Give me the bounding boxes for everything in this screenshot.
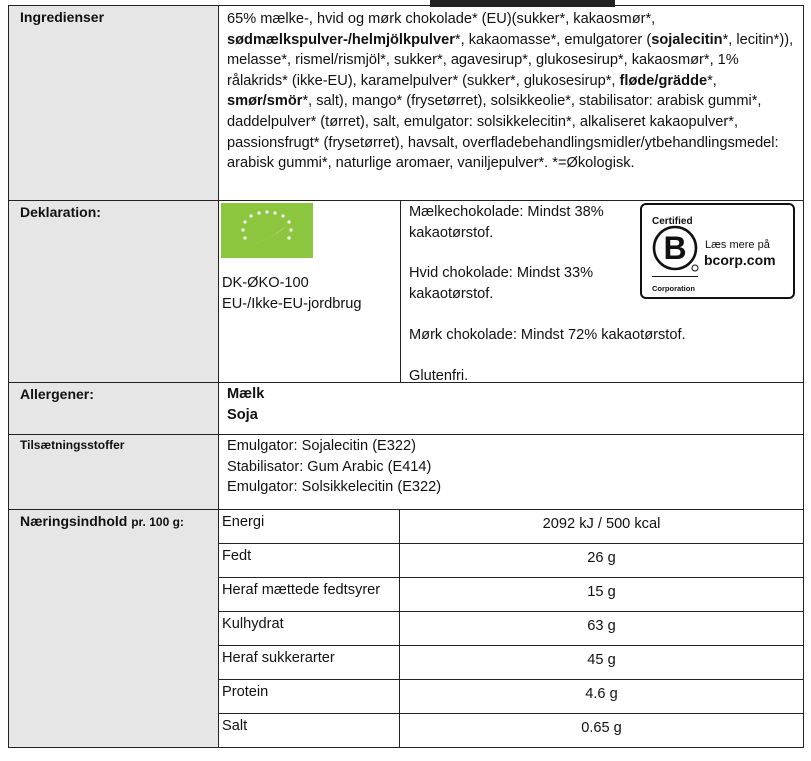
b-corp-certified: Certified xyxy=(652,216,693,227)
ingredient-allergen: fløde/grädde xyxy=(619,72,708,89)
eu-organic-leaf-icon xyxy=(221,203,313,258)
ingredients-cell xyxy=(219,6,804,201)
ingredient-text: *, kakaomasse*, emulgatorer ( xyxy=(454,31,652,48)
milk-chocolate-text: Mælkechokolade: Mindst 38% kakaotørstof. xyxy=(409,204,604,241)
allergen-item: Mælk xyxy=(227,386,265,402)
spec-table xyxy=(8,5,804,748)
declaration-label: Deklaration: xyxy=(9,201,219,383)
nutrition-cell xyxy=(219,510,804,748)
nutrient-value: 2092 kJ / 500 kcal xyxy=(542,516,661,532)
nutrient-name: Salt xyxy=(219,714,400,747)
chocolate-declarations xyxy=(401,201,803,382)
white-chocolate-text: Hvid chokolade: Mindst 33% kakaotørstof. xyxy=(409,265,594,302)
eu-code: DK-ØKO-100 xyxy=(222,275,309,291)
svg-text:B: B xyxy=(663,230,687,266)
additives-cell xyxy=(219,435,804,510)
nutrition-table xyxy=(219,510,803,747)
additive-item: Stabilisator: Gum Arabic (E414) xyxy=(227,458,432,475)
allergens-label: Allergener: xyxy=(9,383,219,435)
allergens-row xyxy=(9,383,804,435)
nutrition-label xyxy=(9,510,219,748)
nutrient-name: Heraf mættede fedtsyrer xyxy=(219,578,400,611)
nutrient-value: 63 g xyxy=(587,618,616,634)
nutrition-row xyxy=(9,510,804,748)
nutrition-row-item xyxy=(219,714,803,747)
nutrient-value: 0.65 g xyxy=(581,720,622,736)
gluten-free-text: Glutenfri. xyxy=(409,368,469,384)
ingredient-allergen: smør/smör xyxy=(227,93,303,110)
nutrient-name: Energi xyxy=(219,510,400,543)
ingredients-text xyxy=(219,6,803,174)
ingredient-text: *, lecitin*)), melasse*, rismel/rismjöl*, sukker*, agavesirup*, glukosesirup*, kakaosmør*, 1% rålakrids* (ikke-EU), karamelpulver* (sukker*, glukosesirup*, xyxy=(227,31,794,89)
ingredient-allergen: sødmælkspulver-/helmjölkpulver xyxy=(227,31,455,48)
nutrition-row-item xyxy=(219,578,803,612)
ingredient-text: *, xyxy=(707,72,717,89)
dark-chocolate-text: Mørk chokolade: Mindst 72% kakaotørstof. xyxy=(409,327,686,343)
eu-organic-block xyxy=(219,201,401,382)
nutrition-label-main: Næringsindhold xyxy=(20,513,128,529)
nutrient-value: 4.6 g xyxy=(585,686,618,702)
b-corp-more: Læs mere på xyxy=(705,239,770,251)
nutrient-name: Heraf sukkerarter xyxy=(219,646,400,679)
additive-item: Emulgator: Sojalecitin (E322) xyxy=(227,438,416,454)
declaration-row xyxy=(9,201,804,383)
allergen-item: Soja xyxy=(227,406,258,423)
ingredients-label: Ingredienser xyxy=(9,6,219,201)
allergens-cell xyxy=(219,383,804,435)
nutrient-name: Kulhydrat xyxy=(219,612,400,645)
nutrition-row-item xyxy=(219,646,803,680)
additive-item: Emulgator: Solsikkelecitin (E322) xyxy=(227,479,442,496)
ingredient-text: *, salt), mango* (frysetørret), solsikkeolie*, stabilisator: arabisk gummi*, daddelpulver* (tørret), salt, emulgator: solsikkelecitin*, alkaliseret kakaopulver*, passionsfrugt* (frysetørret), havsalt, overfladebehandlingsmidler/ytbehandlingsmedel: arabisk gummi*, naturlige aromaer, vaniljepulver*. *=Økologisk. xyxy=(227,93,779,172)
b-corp-corporation: Corporation xyxy=(652,284,695,293)
b-corp-logo-icon xyxy=(651,224,699,274)
nutrition-row-item xyxy=(219,680,803,714)
b-corp-url: bcorp.com xyxy=(704,252,776,268)
nutrition-row-item xyxy=(219,544,803,578)
additives-label: Tilsætningsstoffer xyxy=(9,435,219,510)
ingredient-allergen: sojalecitin xyxy=(651,31,723,48)
nutrition-label-suffix: pr. 100 g: xyxy=(131,515,184,529)
declaration-cell xyxy=(219,201,804,383)
ingredients-row xyxy=(9,6,804,201)
b-corp-badge xyxy=(640,203,795,299)
additives-row xyxy=(9,435,804,510)
nutrition-row-item xyxy=(219,510,803,544)
nutrient-value: 45 g xyxy=(587,652,616,668)
nutrient-value: 15 g xyxy=(587,584,616,600)
nutrient-name: Fedt xyxy=(219,544,400,577)
nutrient-value: 26 g xyxy=(587,550,616,566)
nutrition-row-item xyxy=(219,612,803,646)
eu-origin: EU-/Ikke-EU-jordbrug xyxy=(222,295,362,312)
ingredient-text: 65% mælke-, hvid og mørk chokolade* (EU)(sukker*, kakaosmør*, xyxy=(227,11,656,27)
nutrient-name: Protein xyxy=(219,680,400,713)
